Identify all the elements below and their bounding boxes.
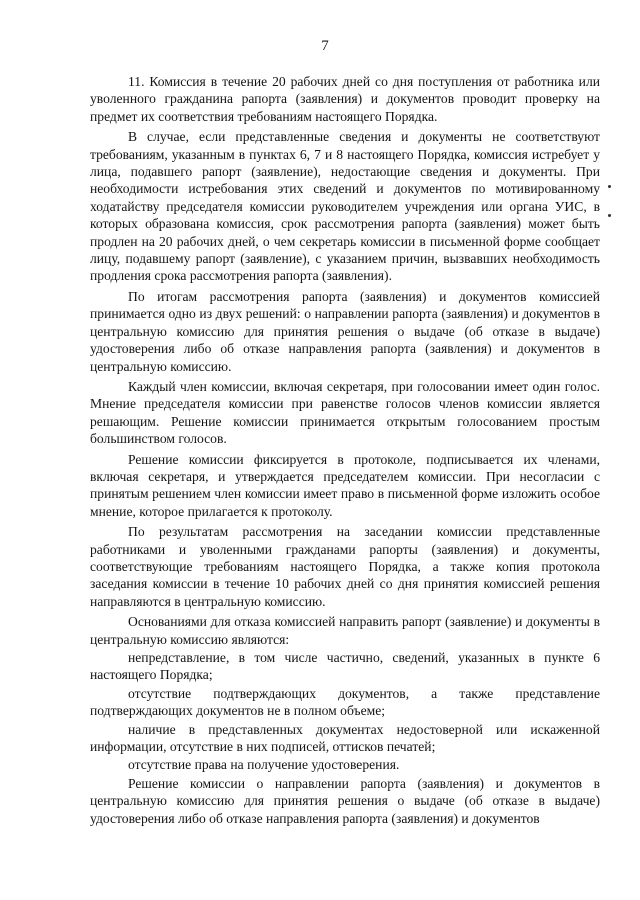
- list-item-ground-1: непредставление, в том числе частично, сведений, указанных в пункте 6 настоящего Порядка;: [90, 650, 600, 683]
- paragraph-submission: По результатам рассмотрения на заседании комиссии представленные работниками и уволенными гражданами рапорты (заявления) и документы, соответствующие требованиям настоящего Порядка, а также копия протокола заседания комиссии в течение 10 рабочих дней со дня принятия комиссией решения направляются в центральную комиссию.: [90, 524, 600, 609]
- list-item-ground-3: наличие в представленных документах недостоверной или искаженной информации, отсутствие в них подписей, оттисков печатей;: [90, 721, 600, 755]
- list-item-ground-4: отсутствие права на получение удостоверения.: [128, 757, 400, 773]
- paragraph-protocol: Решение комиссии фиксируется в протоколе, подписывается их членами, включая секретаря, и утверждается председателем комиссии. При несогласии с принятым решением член комиссии имеет право в письменной форме изложить особое мнение, которое прилагается к протоколу.: [90, 451, 600, 519]
- scan-artifact: [608, 185, 611, 188]
- paragraph-11: 11. Комиссия в течение 20 рабочих дней со дня поступления от работника или уволенного гражданина рапорта (заявления) и документов проводит проверку на предмет их соответствия требованиям настоящего Порядка.: [90, 74, 600, 124]
- paragraph-decision-direction: Решение комиссии о направлении рапорта (заявления) и документов в центральную комиссию для принятия решения о выдаче (об отказе в выдаче) удостоверения либо об отказе направления рапорта (заявления) и документов: [90, 775, 600, 826]
- paragraph-missing-documents: В случае, если представленные сведения и документы не соответствуют требованиям, указанным в пунктах 6, 7 и 8 настоящего Порядка, комиссия истребует у лица, подавшего рапорт (заявление), недостающие сведения и документы. При необходимости истребования этих сведений и документов по мотивированному ходатайству председателя комиссии руководителем учреждения или органа УИС, в которых образована комиссия, срок рассмотрения рапорта (заявления) может быть продлен на 20 рабочих дней, о чем секретарь комиссии в письменной форме сообщает лицу, подавшему рапорт (заявление), с указанием причин, вызвавших необходимость продления срока рассмотрения рапорта (заявления).: [90, 129, 600, 284]
- list-item-ground-2: отсутствие подтверждающих документов, а также представление подтверждающих документов не в полном объеме;: [90, 685, 600, 719]
- paragraph-decisions: По итогам рассмотрения рапорта (заявления) и документов комиссией принимается одно из двух решений: о направлении рапорта (заявления) и документов в центральную комиссию для принятия решения о выдаче (об отказе в выдаче) удостоверения либо об отказе направления рапорта (заявления) и документов в центральную комиссию.: [90, 288, 600, 374]
- document-body: [90, 73, 600, 827]
- paragraph-voting: Каждый член комиссии, включая секретаря, при голосовании имеет один голос. Мнение председателя комиссии при равенстве голосов членов комиссии является решающим. Решение комиссии принимается открытым голосованием простым большинством голосов.: [90, 378, 600, 447]
- paragraph-refusal-grounds: Основаниями для отказа комиссией направить рапорт (заявление) и документы в центральную комиссию являются:: [90, 614, 600, 647]
- page-number: 7: [321, 38, 329, 54]
- scan-artifact: [608, 214, 611, 217]
